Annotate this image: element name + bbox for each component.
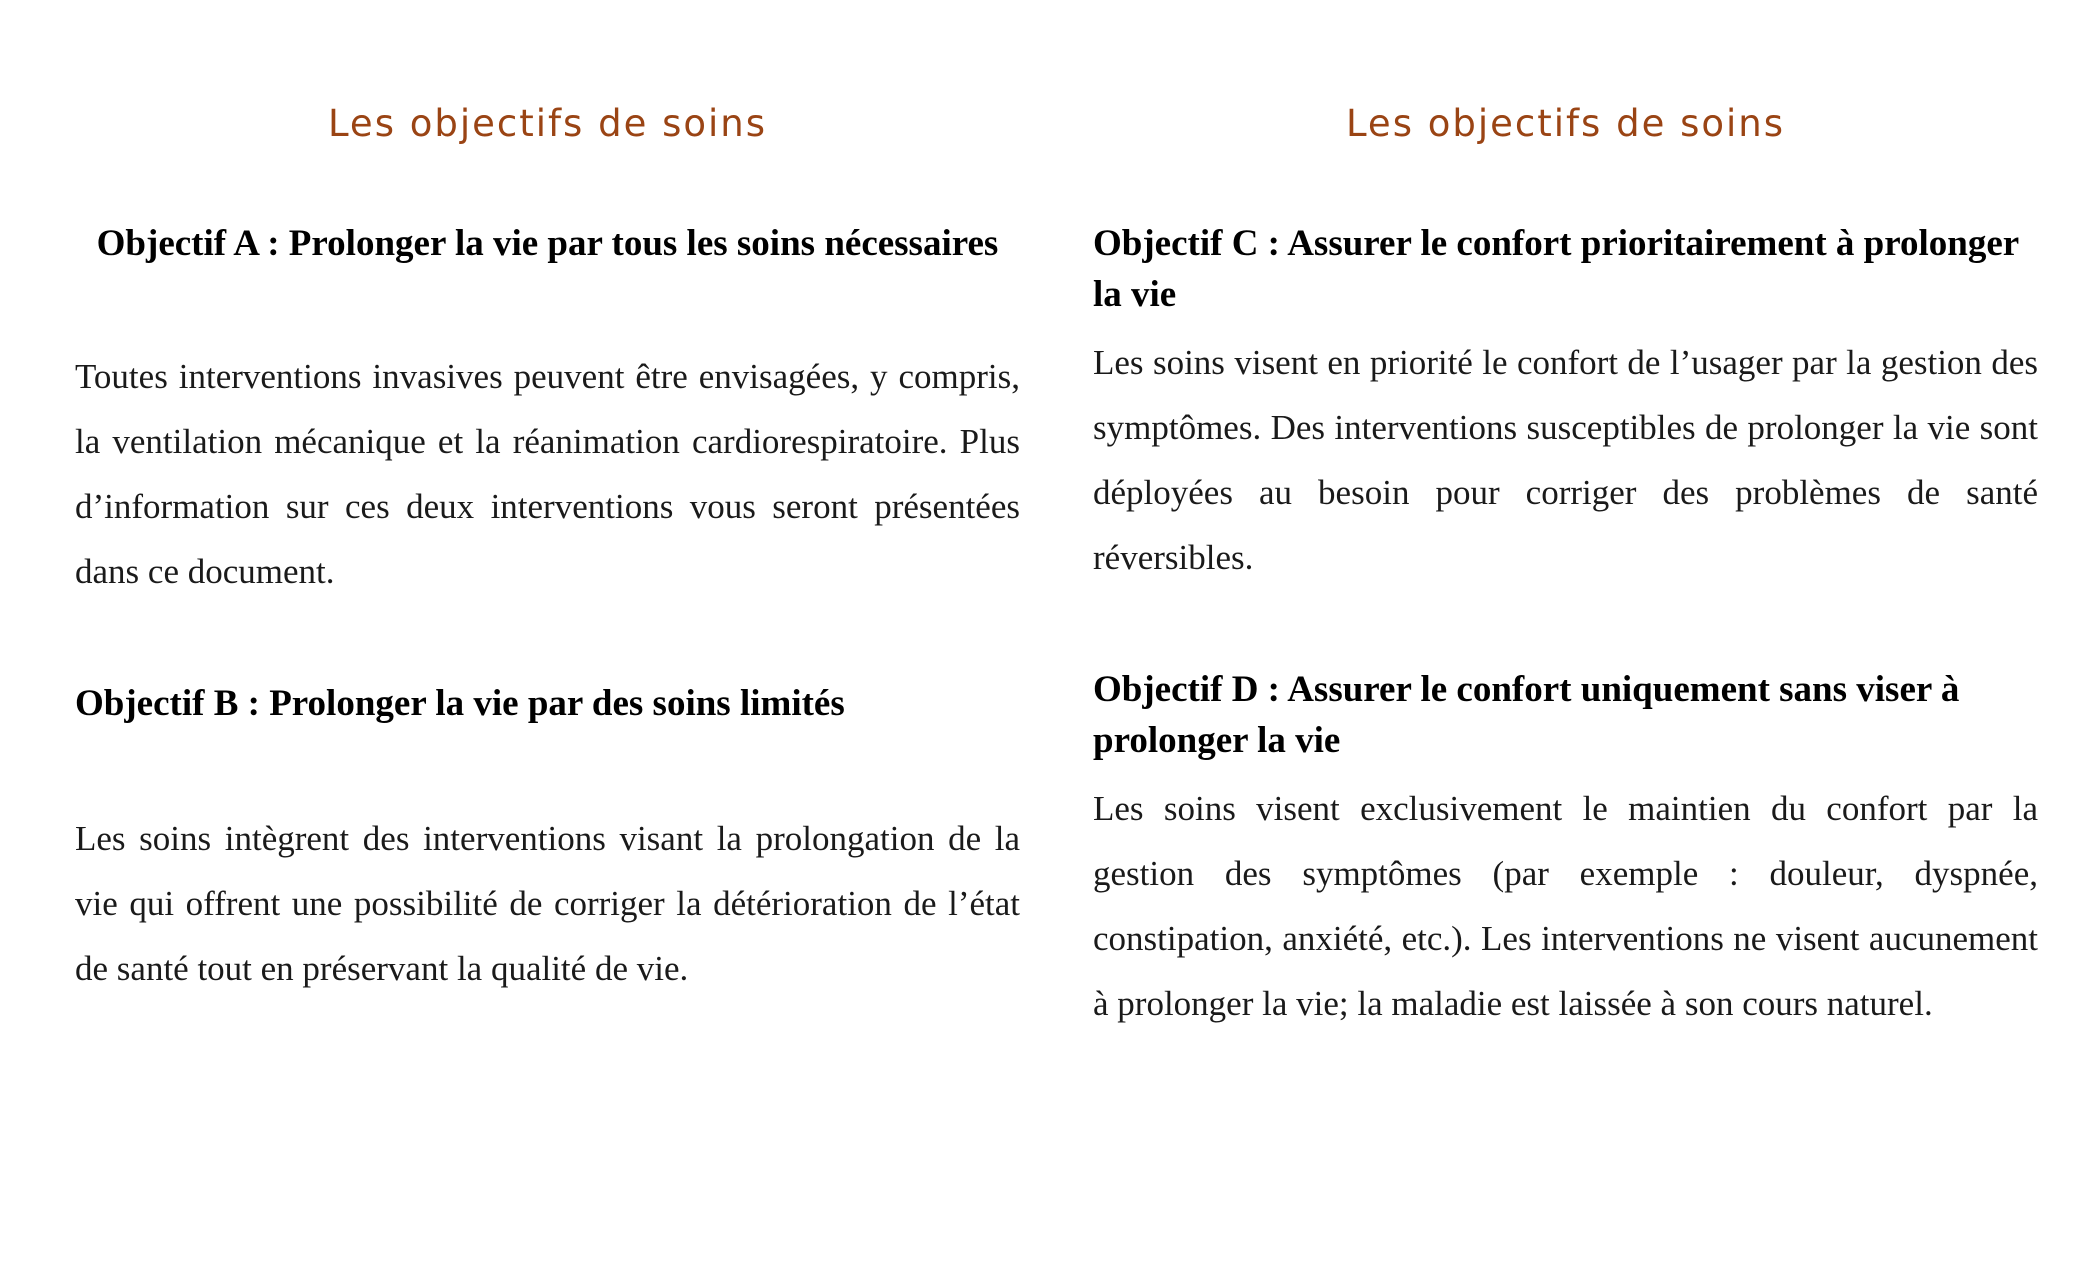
right-panel: [1093, 0, 2038, 1275]
objective-c-body: Les soins visent en priorité le confort de l’usager par la gestion des symptômes. Des interventions susceptibles de prolonger la vie sont déployées au besoin pour corriger des problèmes de santé réversibles.: [1093, 343, 2038, 577]
objective-b-title: Objectif B : Prolonger la vie par des soins limités: [75, 683, 845, 724]
objective-c-title: Objectif C : Assurer le confort prioritairement à prolonger la vie: [1093, 223, 2019, 315]
objective-b-body: Les soins intègrent des interventions visant la prolongation de la vie qui offrent une possibilité de corriger la détérioration de l’état de santé tout en préservant la qualité de vie.: [75, 819, 1020, 988]
left-panel: [75, 0, 1020, 1275]
objective-d-title: Objectif D : Assurer le confort uniquement sans viser à prolonger la vie: [1093, 669, 1960, 761]
page-heading: Les objectifs de soins: [327, 102, 768, 145]
page-heading: Les objectifs de soins: [1345, 102, 1786, 145]
objective-a-body: Toutes interventions invasives peuvent être envisagées, y compris, la ventilation mécanique et la réanimation cardiorespiratoire. Plus d’information sur ces deux interventions vous seront présentées dans ce document.: [75, 357, 1020, 591]
objective-d-body: Les soins visent exclusivement le maintien du confort par la gestion des symptômes (par exemple : douleur, dyspnée, constipation, anxiété, etc.). Les interventions ne visent aucunement à prolonger la vie; la maladie est laissée à son cours naturel.: [1093, 789, 2038, 1023]
objective-a-title: Objectif A : Prolonger la vie par tous les soins nécessaires: [96, 223, 999, 264]
